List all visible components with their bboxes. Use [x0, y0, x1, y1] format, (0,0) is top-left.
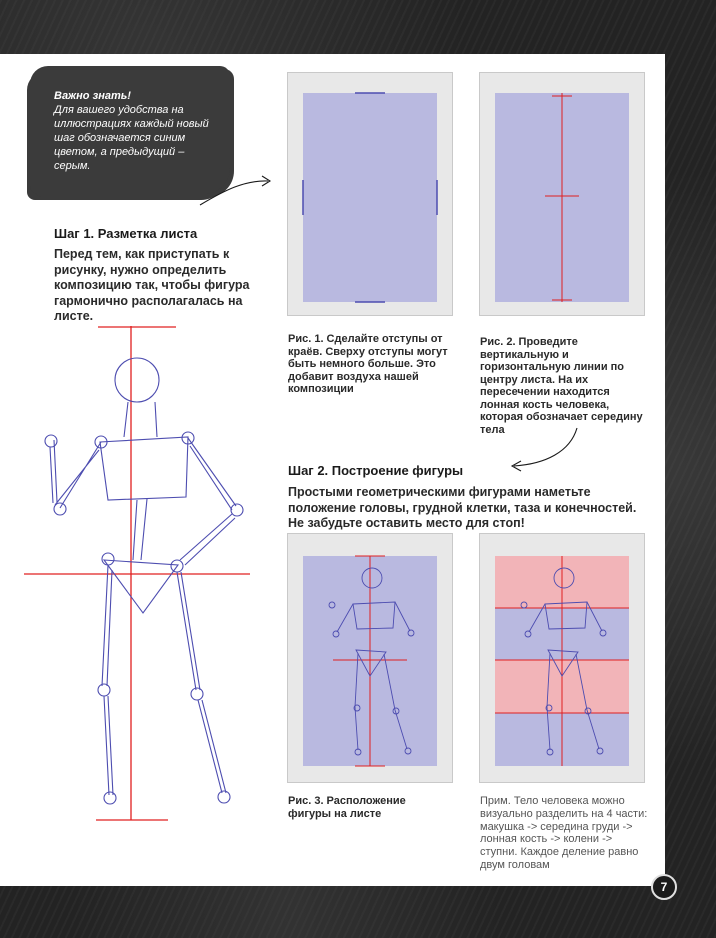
fig2-center-lines [545, 93, 579, 302]
page-number: 7 [651, 874, 677, 900]
arrow-icon [200, 176, 577, 471]
big-stick-figure [45, 358, 243, 804]
head-circle [115, 358, 159, 402]
pelvis-triangle [104, 560, 178, 613]
fig2-caption: Рис. 2. Проведите вертикальную и горизонтальную линии по центру листа. На их пересечении находится лонная кость человека, которая обозначает середину тела [480, 336, 643, 436]
step2-heading: Шаг 2. Построение фигуры [288, 463, 464, 478]
fig3-caption: Рис. 3. Расположение фигуры на листе [288, 795, 406, 820]
tip-body: Для вашего удобства на иллюстрациях каждый новый шаг обозначается синим цветом, а предыдущий – серым. [54, 104, 209, 172]
chest-box [100, 437, 188, 500]
step1-paragraph: Перед тем, как приступать к рисунку, нужно определить композицию так, чтобы фигура гармонично располагалась на листе. [54, 247, 250, 323]
fig1-caption: Рис. 1. Сделайте отступы от краёв. Сверху отступы могут быть немного больше. Это добавит воздуха нашей композиции [288, 333, 448, 395]
fig1-margin-marks [303, 93, 437, 302]
fig4-figure [495, 556, 629, 766]
tip-title: Важно знать! [54, 90, 131, 102]
fig3-figure [329, 556, 414, 766]
step1-heading: Шаг 1. Разметка листа [54, 226, 198, 241]
proportions-note: Прим. Тело человека можно визуально разделить на 4 части: макушка -> середина груди -> лонная кость -> колени -> ступни. Каждое деление равно двум головам [480, 795, 648, 871]
step2-paragraph: Простыми геометрическими фигурами наметьте положение головы, грудной клетки, таза и конечностей. Не забудьте оставить место для стоп! [288, 485, 637, 530]
big-figure-guides [24, 326, 250, 820]
